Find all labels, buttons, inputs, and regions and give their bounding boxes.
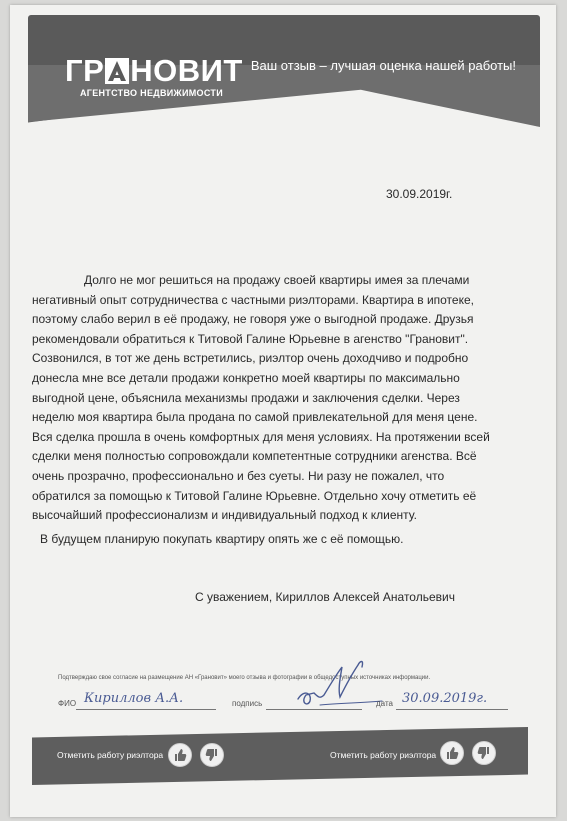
logo-a-mark-icon xyxy=(105,57,129,85)
logo-subtitle: АГЕНТСТВО НЕДВИЖИМОСТИ xyxy=(80,88,223,98)
letter-line: Долго не мог решиться на продажу своей квартиры имея за плечами xyxy=(84,273,470,287)
signature-label: подпись xyxy=(232,699,263,708)
letter-closing: В будущем планирую покупать квартиру опять же с её помощью. xyxy=(40,532,404,546)
thumbs-down-icon[interactable] xyxy=(472,741,496,765)
letter-line: Созвонился, в тот же день встретились, риэлтор очень доходчиво и подробно xyxy=(32,351,469,366)
letter-line: очень прозрачно, профессионально и без суеты. Ни разу не пожалел, что xyxy=(32,468,445,483)
header-slogan: Ваш отзыв – лучшая оценка нашей работы! xyxy=(250,58,516,73)
logo-text-left: ГР xyxy=(65,53,105,88)
letter-line: Вся сделка прошла в очень комфортных для меня условиях. На протяжении всей xyxy=(32,429,490,444)
letter-body xyxy=(32,271,512,526)
letter-line: неделю моя квартира была продана по самой привлекательной для меня цене. xyxy=(32,410,478,425)
company-logo xyxy=(65,53,243,89)
date-handwritten: 30.09.2019г. xyxy=(402,691,488,706)
consent-statement: Подтверждаю свое согласие на размещение АН «Грановит» моего отзыва и фотографии в общедоступных источниках информации. xyxy=(58,675,431,681)
logo-text-right: НОВИТ xyxy=(130,53,243,88)
letter-line: негативный опыт сотрудничества с частными риэлторами. Квартира в ипотеке, xyxy=(32,292,474,307)
rate-realtor-label-left: Отметить работу риэлтора xyxy=(57,750,164,760)
letter-line: рекомендовали обратиться к Титовой Галине Юрьевне в агенство "Грановит". xyxy=(32,331,469,346)
letter-regards: С уважением, Кириллов Алексей Анатольевич xyxy=(195,590,455,604)
letter-line: высочайший профессионализм и индивидуальный подход к клиенту. xyxy=(32,508,417,523)
letter-line: выгодной цене, объяснила механизмы продажи и заключения сделки. Через xyxy=(32,390,460,405)
date-line xyxy=(396,709,508,710)
letter-date: 30.09.2019г. xyxy=(386,187,453,201)
rate-realtor-label-right: Отметить работу риэлтора xyxy=(330,750,437,760)
date-label: дата xyxy=(376,699,393,708)
thumbs-up-icon[interactable] xyxy=(168,743,192,767)
fio-handwritten: Кириллов А.А. xyxy=(84,691,184,706)
thumbs-down-icon[interactable] xyxy=(200,743,224,767)
letter-line: донесла мне все детали продажи конкретно моей квартиры по максимально xyxy=(32,370,460,385)
thumbs-up-icon[interactable] xyxy=(440,741,464,765)
letter-line: обратился за помощью к Титовой Галине Юрьевне. Отдельно хочу отметить её xyxy=(32,488,477,503)
fio-line xyxy=(76,709,216,710)
letter-line: поэтому слабо верил в её продажу, не говоря уже о выгодной продаже. Друзья xyxy=(32,312,474,327)
fio-label: ФИО xyxy=(58,699,77,708)
letter-line: сделки меня полностью сопровождали компетентные сотрудники агенства. Всё xyxy=(32,449,477,464)
feedback-letter-sheet xyxy=(10,5,556,817)
